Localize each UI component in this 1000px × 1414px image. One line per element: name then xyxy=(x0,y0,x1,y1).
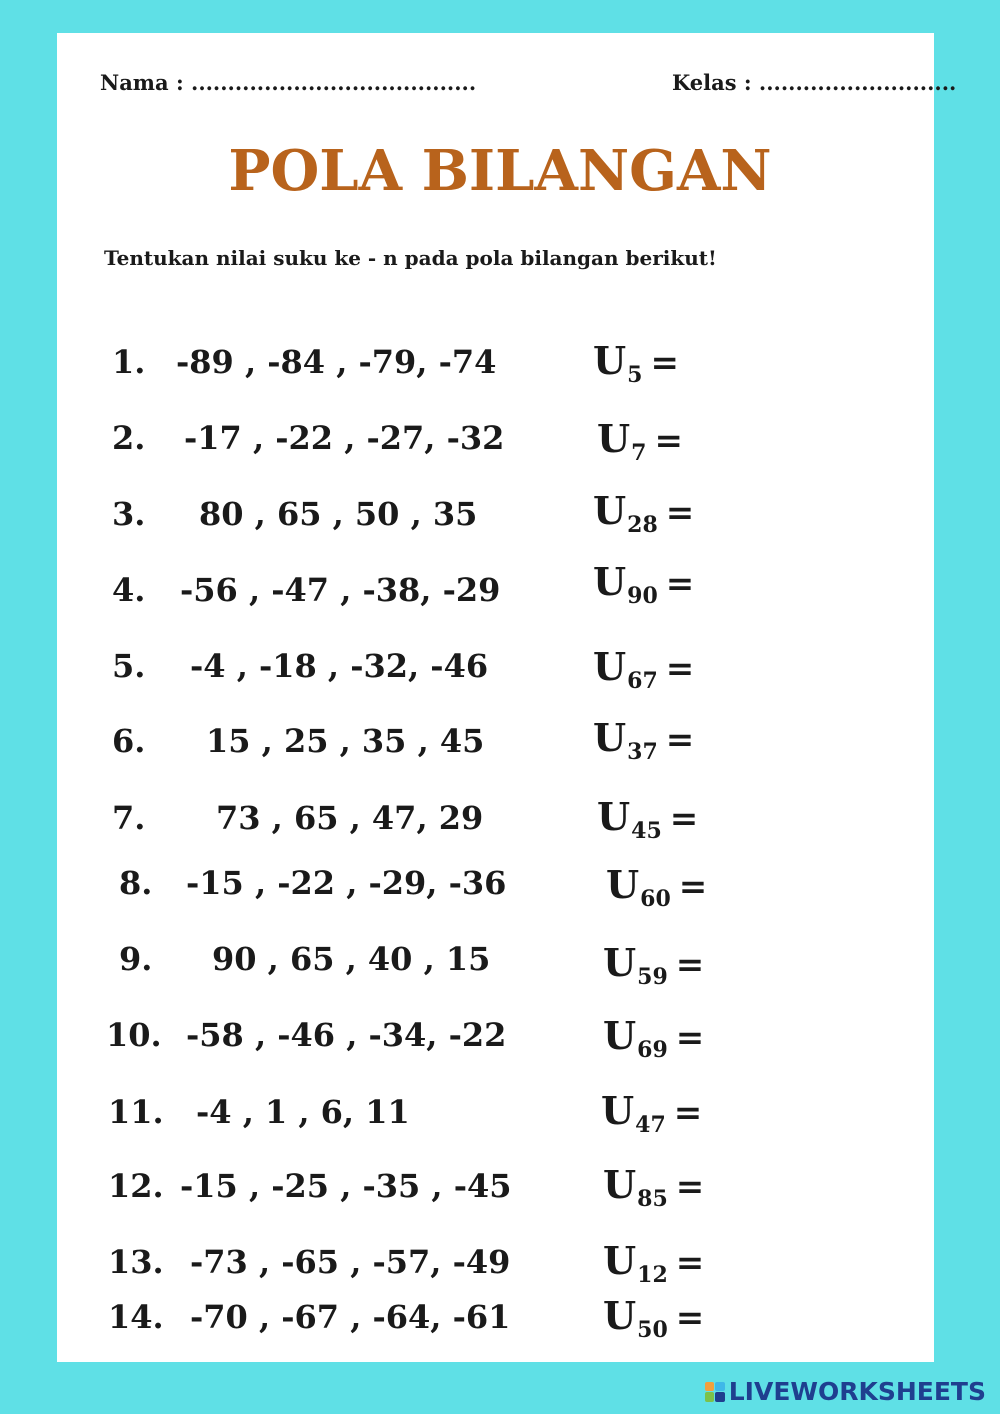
number-sequence: -58 , -46 , -34, -22 xyxy=(186,1016,507,1054)
term-symbol: U xyxy=(601,1088,635,1133)
equals-sign: = xyxy=(665,649,695,689)
term-index: 60 xyxy=(640,886,671,912)
worksheet-page xyxy=(57,33,934,1362)
nth-term-expression xyxy=(597,794,699,844)
number-sequence: -4 , 1 , 6, 11 xyxy=(196,1093,410,1131)
problem-number: 6. xyxy=(112,722,146,760)
equals-sign: = xyxy=(669,799,699,839)
problem-number: 10. xyxy=(106,1016,162,1054)
problem-number: 1. xyxy=(112,343,146,381)
term-symbol: U xyxy=(593,559,627,604)
term-index: 37 xyxy=(627,739,658,765)
number-sequence: -15 , -25 , -35 , -45 xyxy=(180,1167,512,1205)
instruction-text: Tentukan nilai suku ke - n pada pola bilangan berikut! xyxy=(104,246,717,270)
equals-sign: = xyxy=(675,1243,705,1283)
term-symbol: U xyxy=(603,1293,637,1338)
problem-row xyxy=(0,338,1000,388)
term-index: 90 xyxy=(627,583,658,609)
problem-number: 8. xyxy=(119,864,153,902)
equals-sign: = xyxy=(654,421,683,461)
equals-sign: = xyxy=(675,945,705,985)
problem-row xyxy=(0,862,1000,912)
term-index: 85 xyxy=(637,1186,668,1212)
number-sequence: -4 , -18 , -32, -46 xyxy=(190,647,489,685)
problem-number: 3. xyxy=(112,495,146,533)
number-sequence: -70 , -67 , -64, -61 xyxy=(190,1298,511,1336)
nth-term-expression xyxy=(603,1293,705,1343)
number-sequence: -73 , -65 , -57, -49 xyxy=(190,1243,511,1281)
equals-sign: = xyxy=(675,1018,705,1058)
nth-term-expression xyxy=(603,940,705,990)
problem-number: 11. xyxy=(108,1093,164,1131)
term-index: 59 xyxy=(637,964,668,990)
number-sequence: 80 , 65 , 50 , 35 xyxy=(199,495,478,533)
problem-row xyxy=(0,416,1000,466)
nth-term-expression xyxy=(597,416,683,466)
nth-term-expression xyxy=(603,1238,705,1288)
term-index: 7 xyxy=(631,440,647,466)
term-symbol: U xyxy=(606,862,640,907)
term-index: 47 xyxy=(635,1112,666,1138)
equals-sign: = xyxy=(675,1298,705,1338)
equals-sign: = xyxy=(678,867,708,907)
equals-sign: = xyxy=(665,720,695,760)
page-title: POLA BILANGAN xyxy=(228,138,772,204)
term-symbol: U xyxy=(603,1162,637,1207)
problem-number: 13. xyxy=(108,1243,164,1281)
term-symbol: U xyxy=(593,644,627,689)
problem-row xyxy=(0,644,1000,694)
term-index: 45 xyxy=(631,818,662,844)
equals-sign: = xyxy=(673,1093,703,1133)
equals-sign: = xyxy=(650,343,679,383)
problem-row xyxy=(0,1088,1000,1138)
equals-sign: = xyxy=(665,564,695,604)
term-symbol: U xyxy=(603,1013,637,1058)
nth-term-expression xyxy=(603,1013,705,1063)
nth-term-expression xyxy=(593,338,679,388)
problem-number: 12. xyxy=(108,1167,164,1205)
problem-row xyxy=(0,488,1000,539)
problem-row xyxy=(0,1238,1000,1288)
term-symbol: U xyxy=(593,488,627,533)
number-sequence: -56 , -47 , -38, -29 xyxy=(180,571,501,609)
term-index: 5 xyxy=(627,362,643,388)
class-field-label: Kelas : ........................... xyxy=(672,70,957,95)
problem-number: 14. xyxy=(108,1298,164,1336)
name-field-label: Nama : ....................................... xyxy=(100,70,477,95)
problem-row xyxy=(0,794,1000,844)
number-sequence: 73 , 65 , 47, 29 xyxy=(216,799,484,837)
problem-row xyxy=(0,940,1000,990)
nth-term-expression xyxy=(593,644,695,694)
number-sequence: -17 , -22 , -27, -32 xyxy=(184,419,505,457)
brand-watermark xyxy=(705,1377,986,1406)
problem-row xyxy=(0,715,1000,766)
nth-term-expression xyxy=(601,1088,703,1138)
term-index: 67 xyxy=(627,668,658,694)
problem-number: 5. xyxy=(112,647,146,685)
number-sequence: -89 , -84 , -79, -74 xyxy=(176,343,497,381)
nth-term-expression xyxy=(603,1162,705,1212)
term-symbol: U xyxy=(603,940,637,985)
problem-number: 9. xyxy=(119,940,153,978)
number-sequence: 90 , 65 , 40 , 15 xyxy=(212,940,491,978)
problem-row xyxy=(0,1293,1000,1343)
term-index: 69 xyxy=(637,1037,668,1063)
term-symbol: U xyxy=(597,794,631,839)
number-sequence: -15 , -22 , -29, -36 xyxy=(186,864,507,902)
equals-sign: = xyxy=(675,1167,705,1207)
brand-name: LIVEWORKSHEETS xyxy=(728,1377,986,1406)
term-index: 28 xyxy=(627,512,658,538)
term-symbol: U xyxy=(593,715,627,760)
term-symbol: U xyxy=(597,416,631,461)
liveworksheets-logo-icon xyxy=(705,1382,725,1402)
term-index: 12 xyxy=(637,1262,668,1288)
nth-term-expression xyxy=(593,559,695,609)
term-symbol: U xyxy=(603,1238,637,1283)
problem-row xyxy=(0,1013,1000,1063)
term-symbol: U xyxy=(593,338,627,383)
nth-term-expression xyxy=(593,488,695,538)
term-index: 50 xyxy=(637,1317,668,1343)
problem-row xyxy=(0,1162,1000,1212)
problem-number: 2. xyxy=(112,419,146,457)
problem-number: 7. xyxy=(112,799,146,837)
problem-number: 4. xyxy=(112,571,146,609)
nth-term-expression xyxy=(593,715,695,765)
number-sequence: 15 , 25 , 35 , 45 xyxy=(206,722,485,760)
nth-term-expression xyxy=(606,862,708,912)
problem-row xyxy=(0,559,1000,615)
equals-sign: = xyxy=(665,493,695,533)
